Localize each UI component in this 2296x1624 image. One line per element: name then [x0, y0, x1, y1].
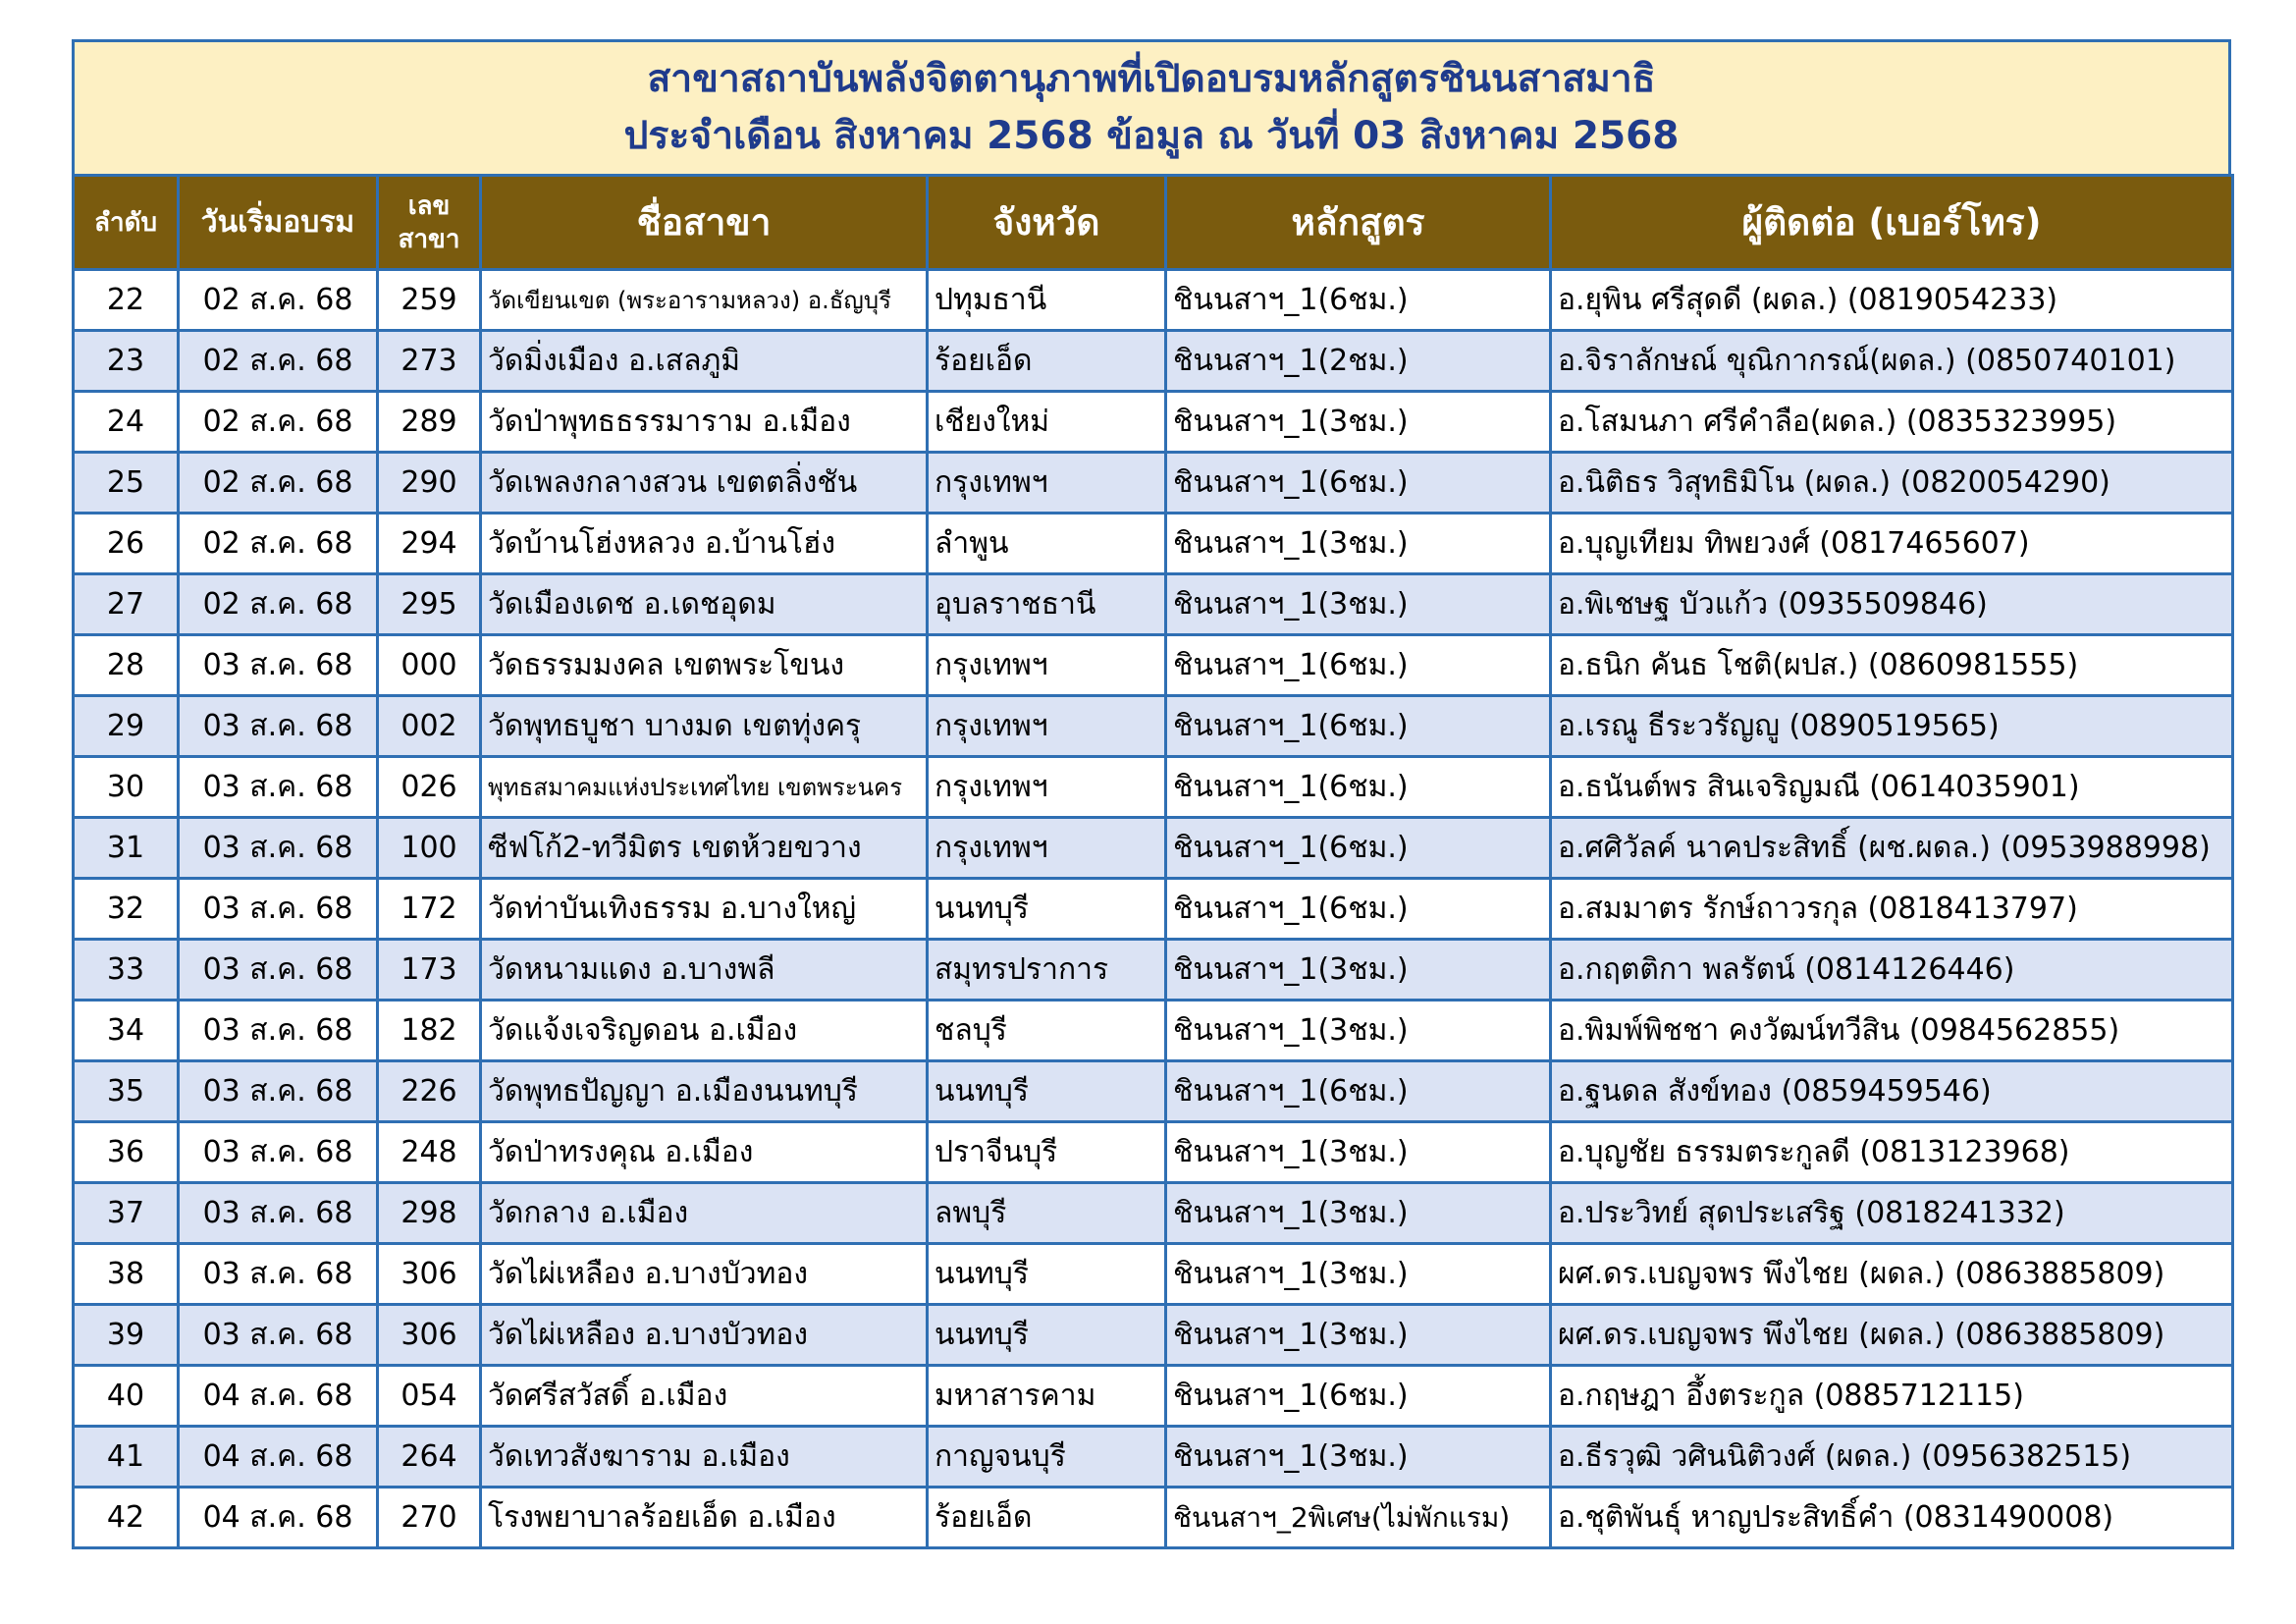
cell-province: กรุงเทพฯ — [928, 818, 1166, 879]
cell-contact: อ.บุญเทียม ทิพยวงศ์ (0817465607) — [1551, 514, 2233, 574]
table-row — [74, 757, 2233, 818]
cell-contact: อ.กฤษฎา อึ้งตระกูล (0885712115) — [1551, 1366, 2233, 1427]
cell-branch-no: 270 — [378, 1488, 481, 1548]
cell-start-date: 02 ส.ค. 68 — [179, 453, 378, 514]
cell-branch-no: 294 — [378, 514, 481, 574]
table-row — [74, 879, 2233, 940]
cell-order: 33 — [74, 940, 179, 1001]
table-row — [74, 1488, 2233, 1548]
cell-course: ชินนสาฯ_1(3ชม.) — [1166, 1122, 1551, 1183]
cell-branch-name: วัดกลาง อ.เมือง — [481, 1183, 928, 1244]
cell-course: ชินนสาฯ_1(6ชม.) — [1166, 635, 1551, 696]
cell-course: ชินนสาฯ_1(6ชม.) — [1166, 1061, 1551, 1122]
cell-order: 34 — [74, 1001, 179, 1061]
table-row — [74, 270, 2233, 331]
cell-course: ชินนสาฯ_1(3ชม.) — [1166, 1001, 1551, 1061]
cell-order: 35 — [74, 1061, 179, 1122]
table-row — [74, 1366, 2233, 1427]
cell-province: กรุงเทพฯ — [928, 635, 1166, 696]
cell-branch-name: ซีฟโก้2-ทวีมิตร เขตห้วยขวาง — [481, 818, 928, 879]
cell-branch-no: 226 — [378, 1061, 481, 1122]
cell-province: กาญจนบุรี — [928, 1427, 1166, 1488]
cell-contact: อ.ยุพิน ศรีสุดดี (ผดล.) (0819054233) — [1551, 270, 2233, 331]
schedule-sheet — [72, 39, 2231, 1549]
table-row — [74, 1305, 2233, 1366]
cell-branch-name: วัดพุทธปัญญา อ.เมืองนนทบุรี — [481, 1061, 928, 1122]
cell-branch-name: โรงพยาบาลร้อยเอ็ด อ.เมือง — [481, 1488, 928, 1548]
cell-course: ชินนสาฯ_1(3ชม.) — [1166, 1244, 1551, 1305]
header-province: จังหวัด — [928, 176, 1166, 270]
cell-province: กรุงเทพฯ — [928, 453, 1166, 514]
cell-start-date: 03 ส.ค. 68 — [179, 696, 378, 757]
cell-course: ชินนสาฯ_1(3ชม.) — [1166, 514, 1551, 574]
cell-order: 39 — [74, 1305, 179, 1366]
cell-order: 29 — [74, 696, 179, 757]
cell-course: ชินนสาฯ_1(6ชม.) — [1166, 453, 1551, 514]
cell-course: ชินนสาฯ_1(3ชม.) — [1166, 1305, 1551, 1366]
table-row — [74, 453, 2233, 514]
header-contact: ผู้ติดต่อ (เบอร์โทร) — [1551, 176, 2233, 270]
cell-contact: อ.พิมพ์พิชชา คงวัฒน์ทวีสิน (0984562855) — [1551, 1001, 2233, 1061]
cell-province: มหาสารคาม — [928, 1366, 1166, 1427]
cell-course: ชินนสาฯ_1(6ชม.) — [1166, 696, 1551, 757]
cell-branch-no: 026 — [378, 757, 481, 818]
cell-branch-no: 273 — [378, 331, 481, 392]
header-row — [74, 176, 2233, 270]
cell-order: 36 — [74, 1122, 179, 1183]
cell-contact: อ.จิราลักษณ์ ขุณิกากรณ์(ผดล.) (0850740101) — [1551, 331, 2233, 392]
cell-branch-name: วัดไผ่เหลือง อ.บางบัวทอง — [481, 1305, 928, 1366]
cell-start-date: 04 ส.ค. 68 — [179, 1366, 378, 1427]
cell-branch-name: วัดธรรมมงคล เขตพระโขนง — [481, 635, 928, 696]
cell-start-date: 03 ส.ค. 68 — [179, 1305, 378, 1366]
cell-province: อุบลราชธานี — [928, 574, 1166, 635]
cell-contact: อ.ชุติพันธุ์ หาญประสิทธิ์คำ (0831490008) — [1551, 1488, 2233, 1548]
cell-contact: อ.กฤตติกา พลรัตน์ (0814126446) — [1551, 940, 2233, 1001]
cell-order: 38 — [74, 1244, 179, 1305]
table-row — [74, 818, 2233, 879]
cell-start-date: 04 ส.ค. 68 — [179, 1488, 378, 1548]
cell-order: 32 — [74, 879, 179, 940]
cell-province: นนทบุรี — [928, 1305, 1166, 1366]
cell-start-date: 02 ส.ค. 68 — [179, 574, 378, 635]
cell-contact: อ.เรณู ธีระวรัญญู (0890519565) — [1551, 696, 2233, 757]
header-branch-no-line1: เลข — [407, 190, 451, 221]
cell-start-date: 03 ส.ค. 68 — [179, 757, 378, 818]
cell-branch-name: วัดพุทธบูชา บางมด เขตทุ่งครุ — [481, 696, 928, 757]
cell-start-date: 03 ส.ค. 68 — [179, 879, 378, 940]
title-box — [72, 39, 2231, 177]
cell-start-date: 03 ส.ค. 68 — [179, 1244, 378, 1305]
table-row — [74, 392, 2233, 453]
cell-branch-name: วัดศรีสวัสดิ์ อ.เมือง — [481, 1366, 928, 1427]
cell-branch-no: 295 — [378, 574, 481, 635]
cell-contact: อ.ธนิก คันธ โชติ(ผปส.) (0860981555) — [1551, 635, 2233, 696]
cell-course: ชินนสาฯ_1(3ชม.) — [1166, 940, 1551, 1001]
cell-province: กรุงเทพฯ — [928, 757, 1166, 818]
cell-course: ชินนสาฯ_1(2ชม.) — [1166, 331, 1551, 392]
table-row — [74, 331, 2233, 392]
cell-contact: อ.พิเชษฐ บัวแก้ว (0935509846) — [1551, 574, 2233, 635]
cell-branch-name: วัดท่าบันเทิงธรรม อ.บางใหญ่ — [481, 879, 928, 940]
title-line-2: ประจำเดือน สิงหาคม 2568 ข้อมูล ณ วันที่ 03 สิงหาคม 2568 — [623, 114, 1680, 158]
cell-course: ชินนสาฯ_1(6ชม.) — [1166, 1366, 1551, 1427]
cell-order: 37 — [74, 1183, 179, 1244]
cell-branch-no: 306 — [378, 1244, 481, 1305]
cell-province: ลพบุรี — [928, 1183, 1166, 1244]
cell-course: ชินนสาฯ_1(3ชม.) — [1166, 392, 1551, 453]
cell-branch-name: วัดเทวสังฆาราม อ.เมือง — [481, 1427, 928, 1488]
cell-contact: อ.ธนันต์พร สินเจริญมณี (0614035901) — [1551, 757, 2233, 818]
cell-start-date: 03 ส.ค. 68 — [179, 1122, 378, 1183]
table-row — [74, 1001, 2233, 1061]
cell-start-date: 02 ส.ค. 68 — [179, 331, 378, 392]
cell-contact: อ.ประวิทย์ สุดประเสริฐ (0818241332) — [1551, 1183, 2233, 1244]
cell-order: 24 — [74, 392, 179, 453]
cell-branch-no: 298 — [378, 1183, 481, 1244]
cell-branch-no: 002 — [378, 696, 481, 757]
cell-province: นนทบุรี — [928, 1244, 1166, 1305]
cell-order: 23 — [74, 331, 179, 392]
table-body — [74, 270, 2233, 1548]
header-start-date: วันเริ่มอบรม — [179, 176, 378, 270]
cell-branch-name: วัดป่าทรงคุณ อ.เมือง — [481, 1122, 928, 1183]
cell-branch-name: วัดไผ่เหลือง อ.บางบัวทอง — [481, 1244, 928, 1305]
cell-province: นนทบุรี — [928, 1061, 1166, 1122]
cell-start-date: 03 ส.ค. 68 — [179, 818, 378, 879]
cell-contact: อ.ธีรวุฒิ วศินนิติวงศ์ (ผดล.) (0956382515) — [1551, 1427, 2233, 1488]
cell-course: ชินนสาฯ_1(6ชม.) — [1166, 757, 1551, 818]
table-row — [74, 1061, 2233, 1122]
cell-province: กรุงเทพฯ — [928, 696, 1166, 757]
header-branch-no — [378, 176, 481, 270]
cell-province: ลำพูน — [928, 514, 1166, 574]
cell-contact: ผศ.ดร.เบญจพร พึงไชย (ผดล.) (0863885809) — [1551, 1244, 2233, 1305]
cell-order: 30 — [74, 757, 179, 818]
cell-branch-name: วัดบ้านโฮ่งหลวง อ.บ้านโฮ่ง — [481, 514, 928, 574]
cell-province: เชียงใหม่ — [928, 392, 1166, 453]
cell-branch-no: 306 — [378, 1305, 481, 1366]
cell-start-date: 04 ส.ค. 68 — [179, 1427, 378, 1488]
cell-branch-no: 259 — [378, 270, 481, 331]
cell-start-date: 03 ส.ค. 68 — [179, 940, 378, 1001]
cell-branch-no: 100 — [378, 818, 481, 879]
table-row — [74, 1427, 2233, 1488]
cell-branch-no: 264 — [378, 1427, 481, 1488]
cell-start-date: 03 ส.ค. 68 — [179, 1183, 378, 1244]
cell-province: ปทุมธานี — [928, 270, 1166, 331]
cell-order: 27 — [74, 574, 179, 635]
cell-order: 42 — [74, 1488, 179, 1548]
cell-province: สมุทรปราการ — [928, 940, 1166, 1001]
cell-order: 26 — [74, 514, 179, 574]
table-row — [74, 514, 2233, 574]
cell-branch-name: วัดแจ้งเจริญดอน อ.เมือง — [481, 1001, 928, 1061]
cell-province: นนทบุรี — [928, 879, 1166, 940]
cell-start-date: 02 ส.ค. 68 — [179, 270, 378, 331]
cell-course: ชินนสาฯ_1(3ชม.) — [1166, 574, 1551, 635]
cell-contact: อ.บุญชัย ธรรมตระกูลดี (0813123968) — [1551, 1122, 2233, 1183]
cell-branch-name: วัดเพลงกลางสวน เขตตลิ่งชัน — [481, 453, 928, 514]
cell-order: 31 — [74, 818, 179, 879]
table-row — [74, 940, 2233, 1001]
table-row — [74, 1122, 2233, 1183]
cell-branch-name: วัดหนามแดง อ.บางพลี — [481, 940, 928, 1001]
cell-branch-name: วัดมิ่งเมือง อ.เสลภูมิ — [481, 331, 928, 392]
cell-course: ชินนสาฯ_1(6ชม.) — [1166, 270, 1551, 331]
cell-order: 28 — [74, 635, 179, 696]
cell-start-date: 02 ส.ค. 68 — [179, 392, 378, 453]
cell-province: ร้อยเอ็ด — [928, 1488, 1166, 1548]
cell-course: ชินนสาฯ_1(6ชม.) — [1166, 879, 1551, 940]
cell-contact: อ.ศศิวัลค์ นาคประสิทธิ์ (ผช.ผดล.) (0953988998) — [1551, 818, 2233, 879]
cell-contact: อ.นิติธร วิสุทธิมิโน (ผดล.) (0820054290) — [1551, 453, 2233, 514]
cell-province: ปราจีนบุรี — [928, 1122, 1166, 1183]
cell-order: 22 — [74, 270, 179, 331]
table-row — [74, 1183, 2233, 1244]
title-line-1: สาขาสถาบันพลังจิตตานุภาพที่เปิดอบรมหลักสูตรชินนสาสมาธิ — [647, 57, 1656, 101]
table-row — [74, 635, 2233, 696]
cell-branch-name: วัดเขียนเขต (พระอารามหลวง) อ.ธัญบุรี — [481, 270, 928, 331]
cell-course: ชินนสาฯ_2พิเศษ(ไม่พักแรม) — [1166, 1488, 1551, 1548]
cell-branch-no: 000 — [378, 635, 481, 696]
cell-order: 40 — [74, 1366, 179, 1427]
header-order: ลำดับ — [74, 176, 179, 270]
cell-contact: อ.สมมาตร รักษ์ถาวรกุล (0818413797) — [1551, 879, 2233, 940]
cell-contact: ผศ.ดร.เบญจพร พึงไชย (ผดล.) (0863885809) — [1551, 1305, 2233, 1366]
cell-branch-no: 290 — [378, 453, 481, 514]
schedule-table — [72, 174, 2234, 1549]
header-branch-name: ชื่อสาขา — [481, 176, 928, 270]
cell-branch-name: วัดป่าพุทธธรรมาราม อ.เมือง — [481, 392, 928, 453]
cell-branch-no: 289 — [378, 392, 481, 453]
cell-province: ร้อยเอ็ด — [928, 331, 1166, 392]
cell-branch-name: พุทธสมาคมแห่งประเทศไทย เขตพระนคร — [481, 757, 928, 818]
table-row — [74, 696, 2233, 757]
cell-start-date: 03 ส.ค. 68 — [179, 635, 378, 696]
cell-branch-no: 054 — [378, 1366, 481, 1427]
header-branch-no-line2: สาขา — [398, 224, 460, 254]
table-row — [74, 1244, 2233, 1305]
cell-start-date: 03 ส.ค. 68 — [179, 1061, 378, 1122]
cell-contact: อ.โสมนภา ศรีคำลือ(ผดล.) (0835323995) — [1551, 392, 2233, 453]
cell-start-date: 02 ส.ค. 68 — [179, 514, 378, 574]
table-row — [74, 574, 2233, 635]
cell-branch-no: 172 — [378, 879, 481, 940]
cell-contact: อ.ฐนดล สังข์ทอง (0859459546) — [1551, 1061, 2233, 1122]
cell-course: ชินนสาฯ_1(3ชม.) — [1166, 1183, 1551, 1244]
cell-branch-no: 173 — [378, 940, 481, 1001]
cell-branch-no: 182 — [378, 1001, 481, 1061]
cell-branch-name: วัดเมืองเดช อ.เดชอุดม — [481, 574, 928, 635]
cell-start-date: 03 ส.ค. 68 — [179, 1001, 378, 1061]
cell-order: 41 — [74, 1427, 179, 1488]
cell-branch-no: 248 — [378, 1122, 481, 1183]
cell-course: ชินนสาฯ_1(3ชม.) — [1166, 1427, 1551, 1488]
header-course: หลักสูตร — [1166, 176, 1551, 270]
cell-course: ชินนสาฯ_1(6ชม.) — [1166, 818, 1551, 879]
cell-order: 25 — [74, 453, 179, 514]
cell-province: ชลบุรี — [928, 1001, 1166, 1061]
